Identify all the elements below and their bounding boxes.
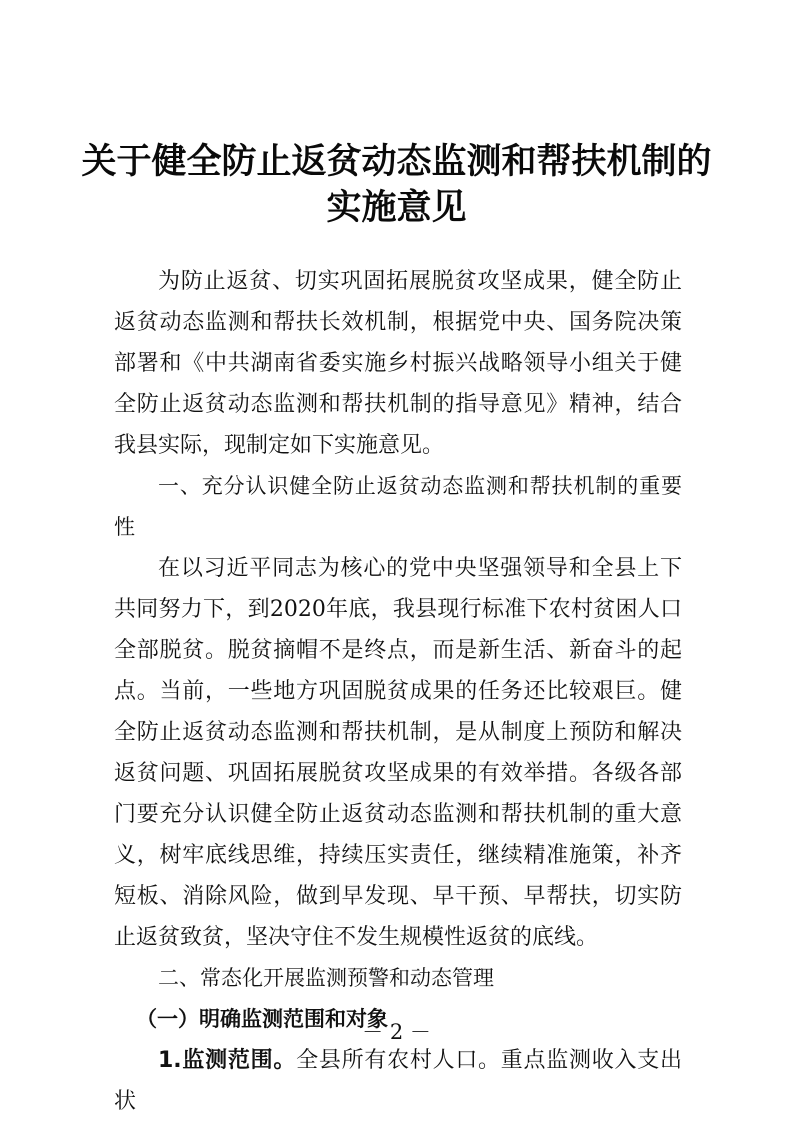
section-1-paragraph: 在以习近平同志为核心的党中央坚强领导和全县上下共同努力下，到2020年底，我县现行标准下农村贫困人口全部脱贫。脱贫摘帽不是终点，而是新生活、新奋斗的起点。当前，一些地方巩固脱贫成果的任务还比较艰巨。健全防止返贫动态监测和帮扶机制，是从制度上预防和解决返贫问题、巩固拓展脱贫攻坚成果的有效举措。各级各部门要充分认识健全防止返贫动态监测和帮扶机制的重大意义，树牢底线思维，持续压实责任，继续精准施策，补齐短板、消除风险，做到早发现、早干预、早帮扶，切实防止返贫致贫，坚决守住不发生规模性返贫的底线。	[114, 556, 682, 950]
section-1-heading: 一、充分认识健全防止返贫动态监测和帮扶机制的重要性	[114, 474, 682, 539]
document-body	[114, 261, 682, 1122]
document-title-line-1: 关于健全防止返贫动态监测和帮扶机制的	[81, 141, 712, 182]
section-2-heading: 二、常态化开展监测预警和动态管理	[158, 966, 494, 990]
document-title-line-2: 实施意见	[326, 187, 467, 228]
item-1-lead: 1.监测范围。	[158, 1048, 297, 1073]
subsection-1-heading: （一）明确监测范围和对象	[136, 1007, 388, 1031]
item-1-paragraph	[114, 1040, 682, 1122]
page-number: － 2 －	[362, 1020, 431, 1044]
intro-paragraph: 为防止返贫、切实巩固拓展脱贫攻坚成果，健全防止返贫动态监测和帮扶长效机制，根据党中央、国务院决策部署和《中共湖南省委实施乡村振兴战略领导小组关于健全防止返贫动态监测和帮扶机制的指导意见》精神，结合我县实际，现制定如下实施意见。	[114, 269, 682, 458]
item-1-text: 全县所有农村人口。重点监测收入支出状	[114, 1048, 682, 1114]
